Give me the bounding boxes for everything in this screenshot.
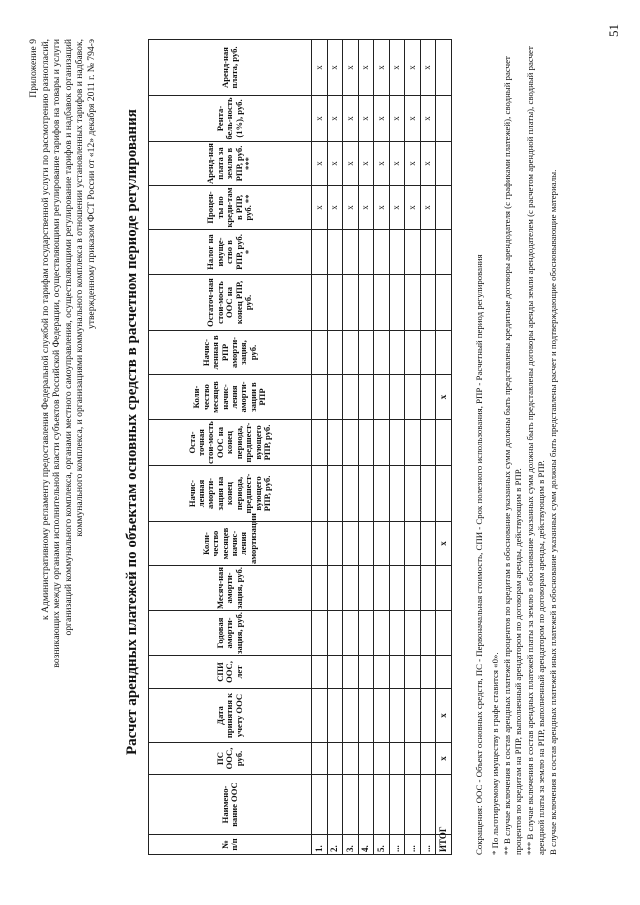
lease-payments-table: [148, 39, 452, 855]
footnote: ** В случае включения в состав арендных платежей процентов по кредитам в обоснование указанных сумм должны быть представлены кредитные договоры арендодателя (с графиками платежей), сводный расчет процентов по кредитам на РПР, выполненный арендатором по договорам аренды, действующим в РПР.: [501, 56, 523, 855]
table-cell: [374, 743, 390, 775]
table-cell: [343, 466, 359, 522]
column-header: Начис-ленная аморти-зация на конец периода, предшест-вующего РПР, руб.: [149, 466, 312, 522]
table-cell: [389, 566, 405, 611]
table-cell: [374, 275, 390, 331]
column-header: Месяч-ная аморти-зация, руб.: [149, 566, 312, 611]
table-cell: [405, 775, 421, 835]
table-cell: [405, 656, 421, 689]
table-cell: [327, 656, 343, 689]
table-cell: [358, 275, 374, 331]
table-cell: [312, 331, 328, 375]
table-cell: [327, 331, 343, 375]
table-cell: [358, 566, 374, 611]
table-cell: [405, 466, 421, 522]
table-cell: [358, 420, 374, 466]
table-cell: x: [343, 96, 359, 142]
table-cell: [420, 566, 436, 611]
table-cell: [327, 466, 343, 522]
table-cell: [312, 420, 328, 466]
footnote: * По льготируемому имуществу в графе ставится «0».: [490, 652, 500, 855]
table-cell: [436, 611, 452, 656]
table-row: [405, 40, 421, 855]
table-cell: [327, 689, 343, 743]
table-cell: x: [327, 40, 343, 96]
table-cell: [436, 230, 452, 275]
column-header: Коли-чество месяцев начис-ления амортизации: [149, 522, 312, 566]
table-cell: [312, 656, 328, 689]
table-cell: [389, 656, 405, 689]
table-cell: x: [436, 743, 452, 775]
table-cell: [312, 375, 328, 420]
table-cell: [389, 743, 405, 775]
table-cell: [420, 743, 436, 775]
table-cell: [374, 656, 390, 689]
table-cell: x: [405, 40, 421, 96]
table-cell: [327, 375, 343, 420]
table-cell: [405, 420, 421, 466]
table-cell: x: [374, 96, 390, 142]
column-header: Коли-чество месяцев начис-ления аморти-зации в РПР: [149, 375, 312, 420]
column-header: Налог на имуще-ство в РПР, руб. *: [149, 230, 312, 275]
column-header: Рента-бель-ность (1%), руб.: [149, 96, 312, 142]
footnotes: [490, 40, 559, 855]
table-cell: x: [405, 186, 421, 230]
table-row: [389, 40, 405, 855]
table-cell: [312, 275, 328, 331]
table-cell: [389, 275, 405, 331]
table-cell: 2.: [327, 835, 343, 855]
column-header: Процен-ты по креди-там в РПР, руб. **: [149, 186, 312, 230]
table-cell: [389, 466, 405, 522]
table-cell: [312, 689, 328, 743]
table-cell: [389, 775, 405, 835]
table-cell: [436, 420, 452, 466]
table-cell: [436, 96, 452, 142]
table-cell: [389, 689, 405, 743]
table-cell: [358, 743, 374, 775]
table-cell: [405, 331, 421, 375]
table-cell: ...: [389, 835, 405, 855]
table-cell: x: [374, 186, 390, 230]
table-cell: x: [343, 186, 359, 230]
table-cell: 3.: [343, 835, 359, 855]
table-cell: [420, 611, 436, 656]
table-cell: x: [389, 96, 405, 142]
table-row: [343, 40, 359, 855]
table-cell: [327, 775, 343, 835]
table-cell: [358, 230, 374, 275]
table-cell: [343, 743, 359, 775]
table-cell: [374, 420, 390, 466]
header-line: организаций коммунального комплекса, органами местного самоуправления, осуществляющими регулирование тарифов и надбавок организаций: [62, 39, 74, 636]
table-cell: x: [389, 40, 405, 96]
table-cell: [374, 689, 390, 743]
table-cell: [374, 522, 390, 566]
table-cell: [389, 611, 405, 656]
table-cell: [343, 611, 359, 656]
table-cell: [405, 611, 421, 656]
table-cell: [420, 331, 436, 375]
table-cell: [327, 743, 343, 775]
table-cell: x: [374, 142, 390, 186]
table-cell: x: [358, 96, 374, 142]
table-cell: [374, 375, 390, 420]
table-cell: [436, 656, 452, 689]
table-cell: 1.: [312, 835, 328, 855]
column-header: Начис-ленная в РПР аморти-зация, руб.: [149, 331, 312, 375]
table-cell: [312, 611, 328, 656]
table-cell: ...: [420, 835, 436, 855]
table-cell: x: [358, 142, 374, 186]
abbreviations-line: Сокращения: ООС - Объект основных средств, ПС - Первоначальная стоимость, СПИ - Срок полезного использования, РПР - Расчетный период регулирования: [474, 254, 484, 855]
table-cell: [374, 611, 390, 656]
column-header: Оста-точная стои-мость ООС на конец периода, предшест-вующего РПР, руб.: [149, 420, 312, 466]
table-row: [374, 40, 390, 855]
header-line: коммунального комплекса, и организациями коммунального комплекса в отношении установленных тарифов и надбавок,: [74, 39, 86, 537]
table-cell: [389, 230, 405, 275]
table-cell: ИТОГ: [436, 835, 452, 855]
table-cell: [405, 230, 421, 275]
table-cell: [436, 275, 452, 331]
document-title: Расчет арендных платежей по объектам основных средств в расчетном периоде регулирования: [124, 109, 140, 755]
table-cell: x: [343, 40, 359, 96]
table-cell: [343, 230, 359, 275]
table-cell: [374, 566, 390, 611]
table-cell: [343, 656, 359, 689]
appendix-header: [28, 39, 98, 799]
table-cell: [374, 466, 390, 522]
table-cell: [312, 466, 328, 522]
table-cell: [343, 522, 359, 566]
table-cell: [389, 522, 405, 566]
footnote: *** В случае включения в состав арендных платежей платы за землю в обоснование указанных сумм должны быть представлены договоры аренды земли арендодателем (с расчетом арендной платы), сводный расчет арендной платы за землю на РПР, выполненный арендатором по договорам аренды, действующим в РПР.: [524, 46, 546, 855]
header-line: Приложение 9: [28, 39, 39, 98]
column-header: № п/п: [149, 835, 312, 855]
table-cell: x: [420, 40, 436, 96]
table-cell: [374, 331, 390, 375]
footnote: В случае включения в состав арендных платежей иных платежей в обоснование указанных сумм должны быть представлены расчет и подтверждающие обосновывающие материалы.: [547, 169, 558, 855]
table-cell: [358, 331, 374, 375]
table-cell: x: [405, 142, 421, 186]
table-cell: [358, 656, 374, 689]
column-header: Аренд-ная плата, руб.: [149, 40, 312, 96]
column-header: ПС ООС, руб.: [149, 743, 312, 775]
table-cell: x: [343, 142, 359, 186]
table-cell: x: [420, 96, 436, 142]
table-cell: x: [436, 689, 452, 743]
table-cell: [312, 522, 328, 566]
column-header: Аренд-ная плата за землю в РПР, руб. ***: [149, 142, 312, 186]
table-cell: [420, 420, 436, 466]
table-cell: [405, 522, 421, 566]
table-cell: [327, 275, 343, 331]
table-cell: x: [420, 142, 436, 186]
table-cell: [389, 331, 405, 375]
table-cell: [343, 331, 359, 375]
table-cell: [358, 522, 374, 566]
table-cell: [358, 375, 374, 420]
table-cell: [327, 420, 343, 466]
table-cell: [405, 689, 421, 743]
table-body: [312, 40, 452, 855]
table-cell: x: [436, 375, 452, 420]
table-cell: [312, 775, 328, 835]
table-cell: x: [374, 40, 390, 96]
table-cell: [436, 466, 452, 522]
table-cell: [420, 522, 436, 566]
table-cell: [343, 566, 359, 611]
table-cell: [405, 275, 421, 331]
table-cell: [343, 775, 359, 835]
table-cell: x: [358, 40, 374, 96]
table-cell: [436, 142, 452, 186]
table-row: [420, 40, 436, 855]
table-cell: [405, 375, 421, 420]
table-cell: [436, 40, 452, 96]
table-cell: [312, 743, 328, 775]
table-cell: x: [389, 186, 405, 230]
header-line: утвержденному приказом ФСТ России от «12» декабря 2011 г. № 794-э: [85, 39, 97, 330]
table-cell: [405, 566, 421, 611]
table-header-row: [149, 40, 312, 855]
column-header: СПИ ООС, лет: [149, 656, 312, 689]
table-cell: [343, 375, 359, 420]
table-cell: [389, 420, 405, 466]
page-number: 51: [606, 24, 621, 37]
table-cell: [420, 656, 436, 689]
table-row: [312, 40, 328, 855]
table-cell: x: [327, 186, 343, 230]
table-cell: 4.: [358, 835, 374, 855]
table-cell: [358, 775, 374, 835]
header-line: к Административному регламенту предоставления Федеральной службой по тарифам государственной услуги по рассмотрению разногласий,: [39, 39, 51, 620]
table-cell: x: [327, 96, 343, 142]
table-cell: [312, 566, 328, 611]
table-cell: [420, 275, 436, 331]
table-cell: ...: [405, 835, 421, 855]
table-cell: [420, 466, 436, 522]
rotated-sheet: [10, 15, 630, 895]
column-header: Наимено-вание ООС: [149, 775, 312, 835]
table-cell: [327, 611, 343, 656]
column-header: Дата принятия к учету ООС: [149, 689, 312, 743]
header-line: возникающих между органами исполнительной власти субъектов Российской Федерации, осуществляющими регулирование тарифов на товары и услуги: [51, 39, 63, 668]
table-cell: [420, 230, 436, 275]
table-cell: [327, 230, 343, 275]
table-cell: x: [312, 40, 328, 96]
table-cell: [358, 466, 374, 522]
table-cell: [405, 743, 421, 775]
table-cell: x: [312, 186, 328, 230]
table-cell: [327, 566, 343, 611]
table-total-row: [436, 40, 452, 855]
table-cell: x: [436, 522, 452, 566]
table-cell: [420, 775, 436, 835]
column-header: Остаточ-ная стои-мость ООС на конец РПР, руб.: [149, 275, 312, 331]
table-cell: [312, 230, 328, 275]
table-cell: [374, 775, 390, 835]
table-cell: x: [327, 142, 343, 186]
column-header: Годовая аморти-зация, руб.: [149, 611, 312, 656]
table-cell: [420, 375, 436, 420]
table-cell: [343, 275, 359, 331]
table-cell: [327, 522, 343, 566]
table-cell: [343, 420, 359, 466]
table-cell: [343, 689, 359, 743]
table-cell: [374, 230, 390, 275]
table-cell: [389, 375, 405, 420]
table-cell: x: [405, 96, 421, 142]
table-cell: x: [389, 142, 405, 186]
table-cell: 5.: [374, 835, 390, 855]
table-cell: x: [420, 186, 436, 230]
table-row: [358, 40, 374, 855]
table-cell: [358, 611, 374, 656]
table-cell: [436, 186, 452, 230]
table-row: [327, 40, 343, 855]
table-cell: [436, 566, 452, 611]
table-cell: x: [358, 186, 374, 230]
table-cell: x: [312, 142, 328, 186]
table-cell: [358, 689, 374, 743]
table-cell: x: [312, 96, 328, 142]
table-cell: [436, 331, 452, 375]
table-cell: [420, 689, 436, 743]
